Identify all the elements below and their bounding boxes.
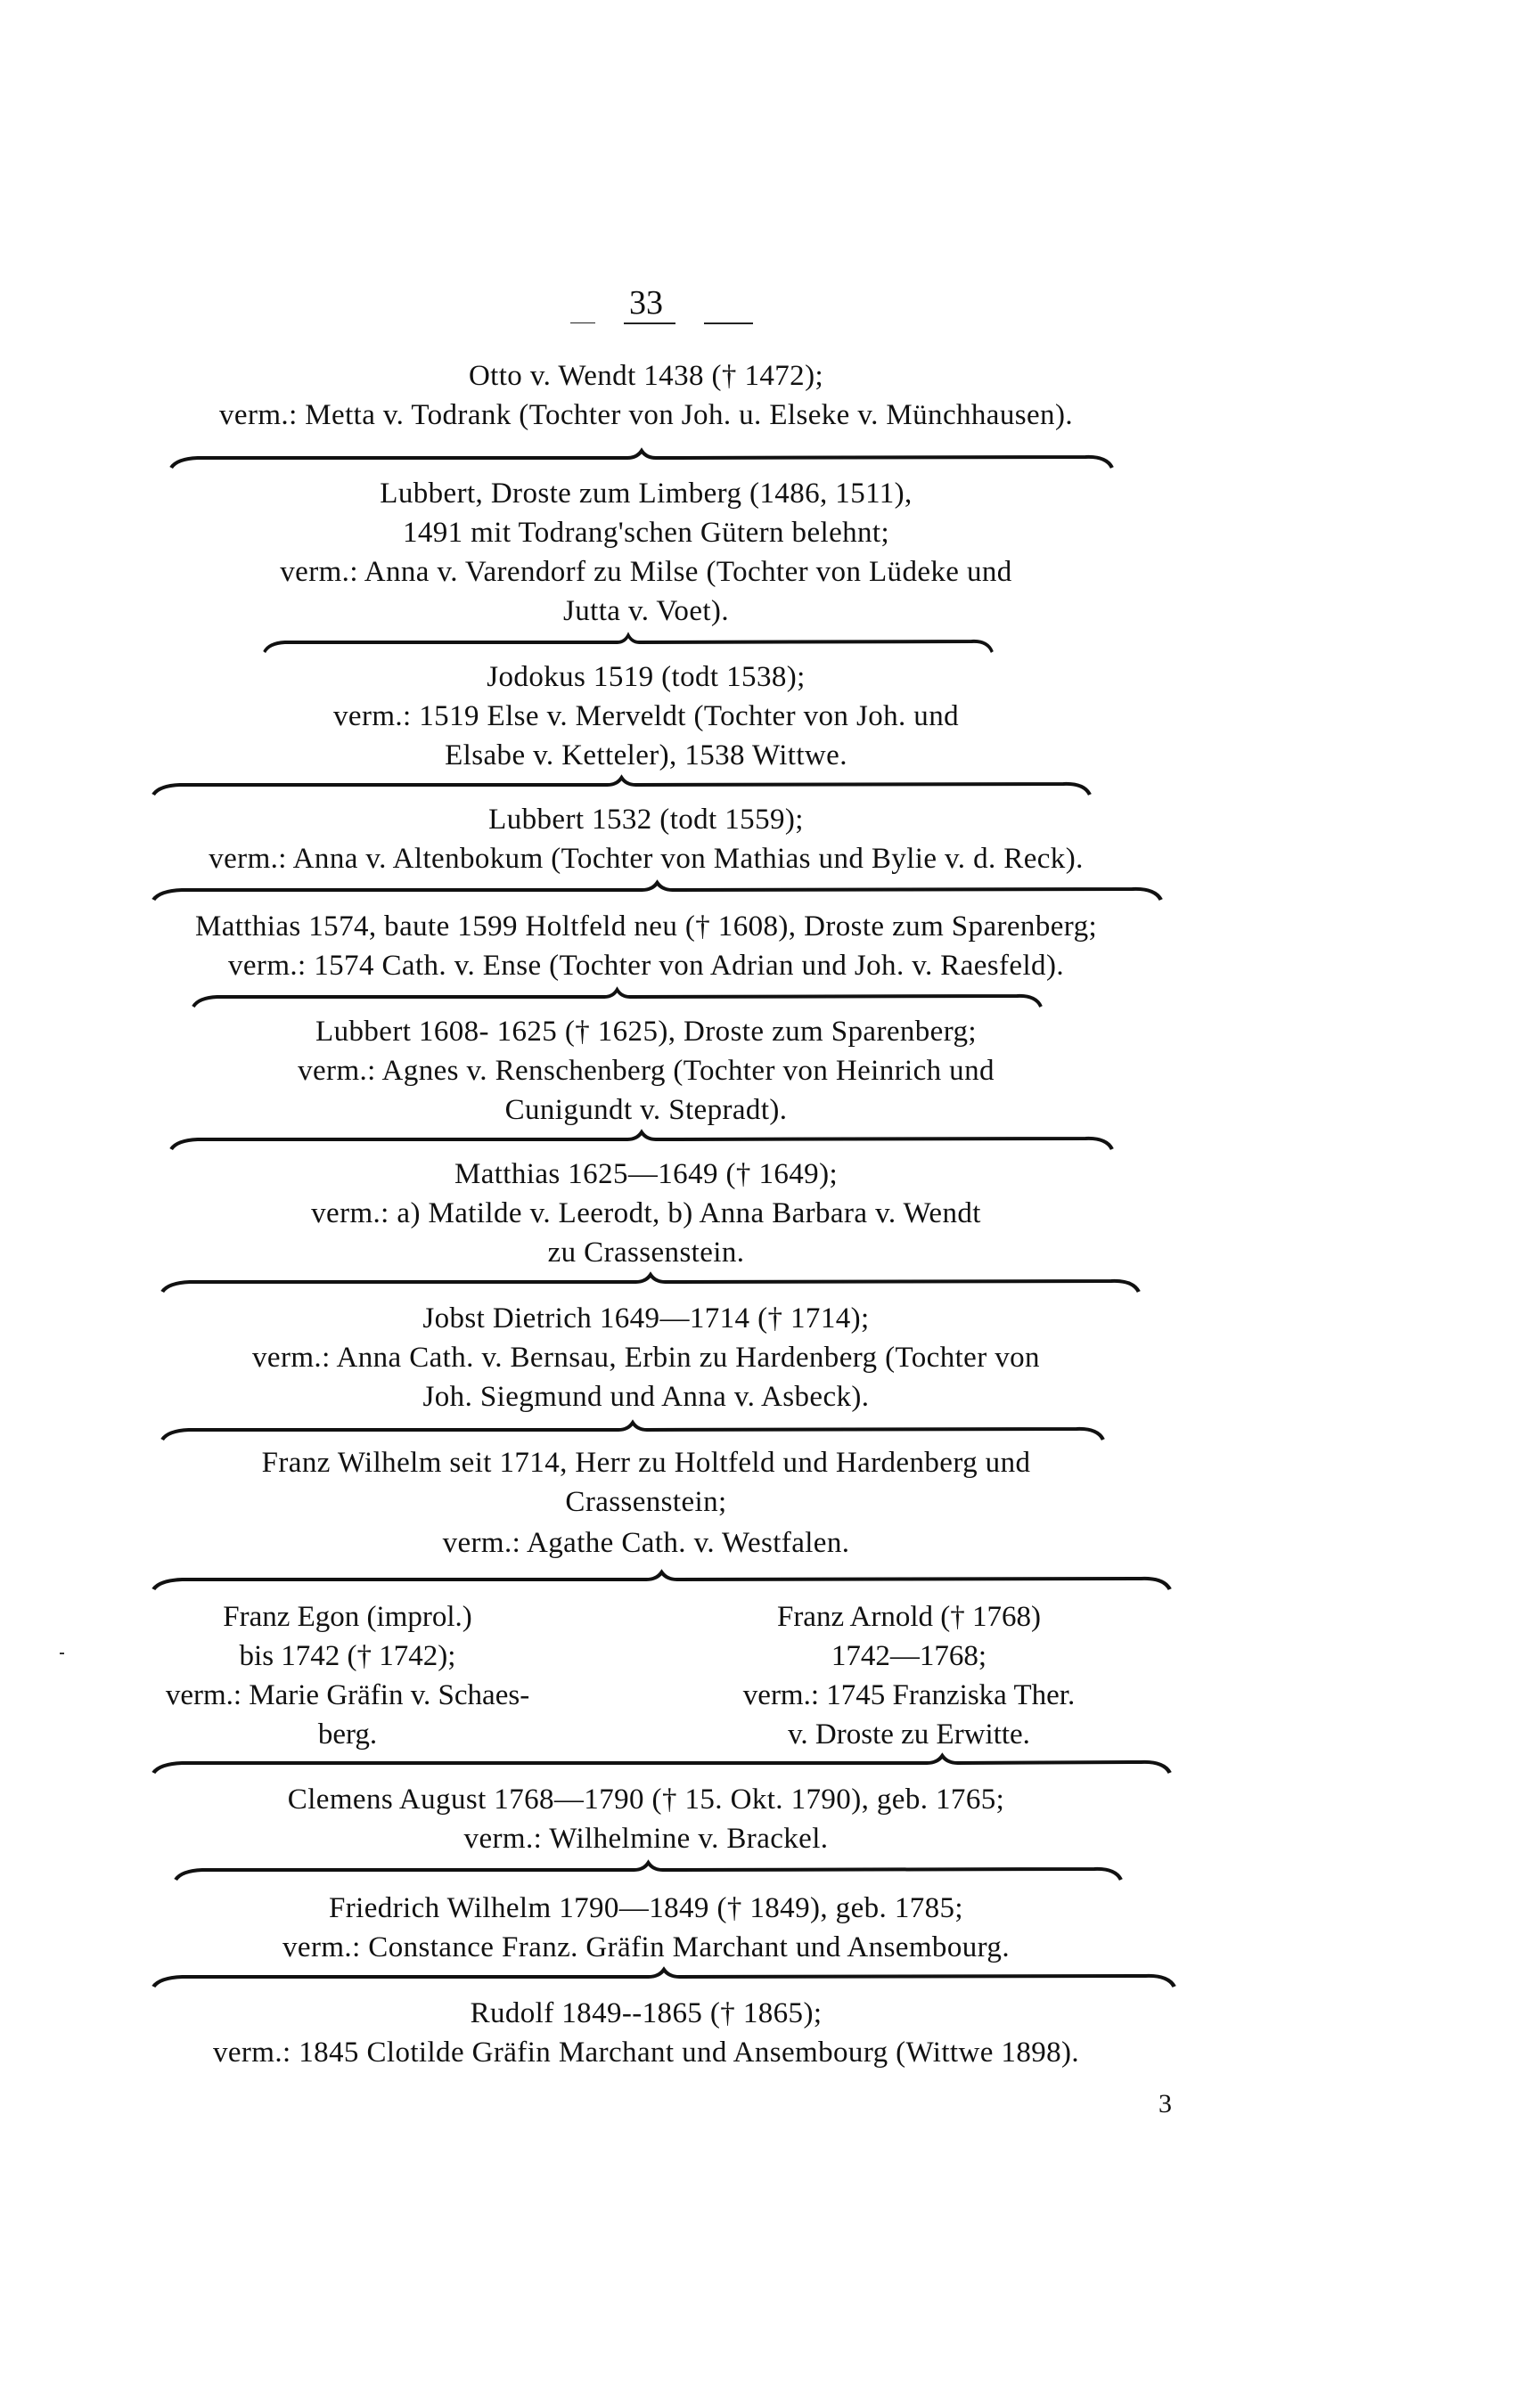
brace-divider [151,1969,1176,1988]
entry-line: Jobst Dietrich 1649—1714 († 1714); [422,1302,870,1335]
brace-divider [192,989,1043,1008]
entry-line: Franz Wilhelm seit 1714, Herr zu Holtfeld und Hardenberg und [261,1447,1031,1479]
entry-line: Lubbert 1532 (todt 1559); [488,804,804,836]
brace-divider [151,777,1092,796]
entry-line: Jutta v. Voet). [563,595,729,627]
entry-line: berg. [317,1718,378,1751]
stray-mark [60,1653,64,1654]
divider [704,322,753,324]
entry-line: verm.: Agathe Cath. v. Westfalen. [442,1527,850,1559]
entry-line: Matthias 1574, baute 1599 Holtfeld neu († 1608), Droste zum Sparenberg; [194,910,1098,943]
entry-line: verm.: Anna v. Varendorf zu Milse (Tochter von Lüdeke und [280,556,1012,588]
entry-line: verm.: Wilhelmine v. Brackel. [463,1823,829,1855]
entry-line: verm.: a) Matilde v. Leerodt, b) Anna Barbara v. Wendt [311,1197,981,1229]
page-number: 33 [629,284,663,322]
entry-line: verm.: Marie Gräfin v. Schaes- [165,1679,530,1711]
entry-line: verm.: Agnes v. Renschenberg (Tochter von Heinrich und [298,1055,995,1087]
entry-line: Lubbert, Droste zum Limberg (1486, 1511), [380,478,913,510]
entry-line: verm.: Constance Franz. Gräfin Marchant und Ansembourg. [282,1931,1010,1963]
entry-line: Crassenstein; [565,1486,727,1518]
printer-signature: 3 [1158,2089,1172,2118]
brace-divider [174,1862,1123,1882]
entry-line: verm.: Metta v. Todrank (Tochter von Joh. u. Elseke v. Münchhausen). [219,399,1073,431]
entry-line: Jodokus 1519 (todt 1538); [487,661,806,693]
brace-divider [151,1571,1172,1591]
divider [570,322,595,323]
entry-line: Friedrich Wilhelm 1790—1849 († 1849), geb. 1785; [328,1892,963,1924]
entry-line: 1491 mit Todrang'schen Gütern belehnt; [402,517,890,549]
entry-line: verm.: 1574 Cath. v. Ense (Tochter von Adrian und Joh. v. Raesfeld). [227,950,1064,982]
brace-divider [151,1755,1172,1775]
entry-line: verm.: 1519 Else v. Merveldt (Tochter von Joh. und [333,700,959,732]
brace-divider [169,450,1114,469]
entry-line: verm.: 1845 Clotilde Gräfin Marchant und Ansembourg (Wittwe 1898). [212,2037,1080,2069]
entry-line: Clemens August 1768—1790 († 15. Okt. 1790), geb. 1765; [287,1784,1005,1816]
entry-line: zu Crassenstein. [547,1237,745,1269]
entry-line: Franz Egon (improl.) [223,1601,472,1633]
entry-line: v. Droste zu Erwitte. [788,1718,1030,1751]
entry-line: verm.: 1745 Franziska Ther. [742,1679,1076,1711]
entry-line: bis 1742 († 1742); [239,1640,456,1672]
entry-line: verm.: Anna v. Altenbokum (Tochter von Mathias und Bylie v. d. Reck). [209,843,1084,875]
entry-line: verm.: Anna Cath. v. Bernsau, Erbin zu Hardenberg (Tochter von [252,1342,1040,1374]
divider [624,322,675,324]
brace-divider [160,1274,1141,1294]
brace-divider [263,634,994,654]
entry-line: Joh. Siegmund und Anna v. Asbeck). [422,1381,870,1413]
entry-line: 1742—1768; [831,1640,987,1672]
brace-divider [160,1422,1105,1441]
brace-divider [169,1131,1114,1151]
brace-divider [151,882,1163,902]
entry-line: Franz Arnold († 1768) [776,1601,1042,1633]
entry-line: Matthias 1625—1649 († 1649); [454,1158,839,1190]
entry-line: Rudolf 1849--1865 († 1865); [470,1997,823,2029]
entry-line: Otto v. Wendt 1438 († 1472); [468,360,824,392]
entry-line: Elsabe v. Ketteler), 1538 Wittwe. [445,739,847,771]
entry-line: Cunigundt v. Stepradt). [504,1094,788,1126]
entry-line: Lubbert 1608- 1625 († 1625), Droste zum Sparenberg; [315,1016,977,1048]
